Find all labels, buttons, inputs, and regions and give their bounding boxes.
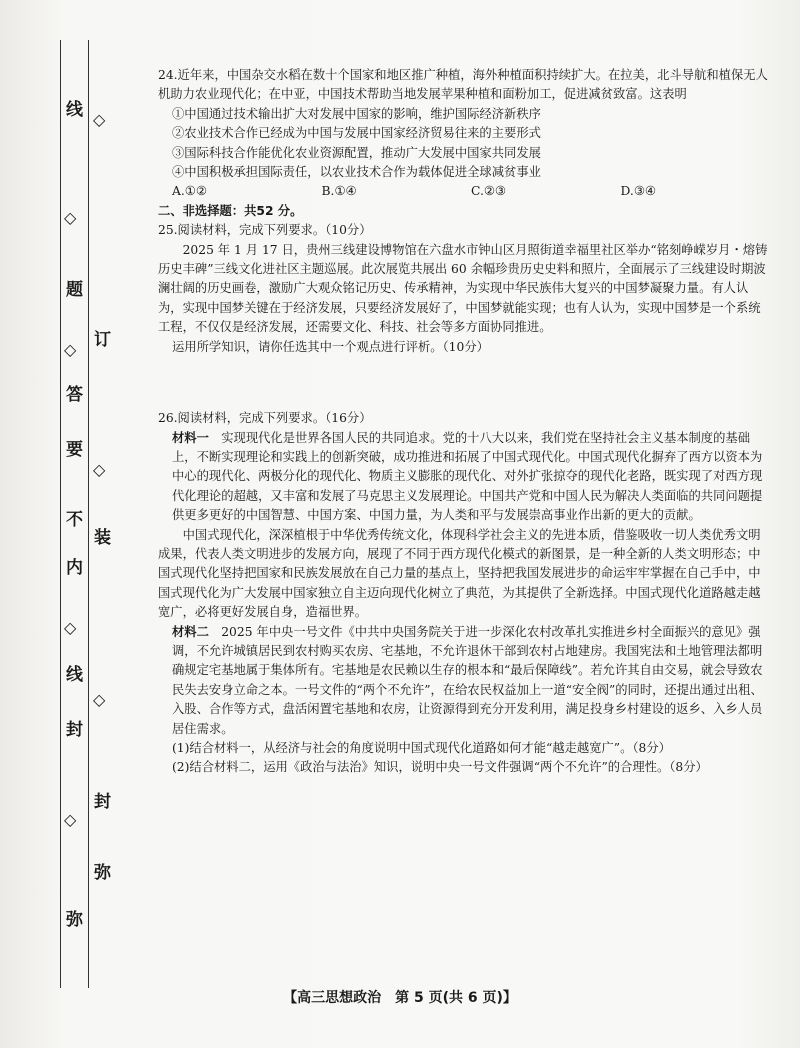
q25-title: 25.阅读材料，完成下列要求。（10分） [158,223,372,238]
material-label: 材料二 [172,624,209,639]
diamond-icon: ◇ [93,110,106,129]
margin-char: 答 [62,385,82,402]
margin-char: 题 [62,280,82,297]
q26-material-1 [158,429,770,526]
q26-material-1-para-2: 中国式现代化，深深植根于中华优秀传统文化，体现科学社会主义的先进本质，借鉴吸收一切人类优秀文明成果，代表人类文明进步的发展方向，展现了不同于西方现代化模式的新图景，是一种全新的人类文明形态；中国式现代化坚持把国家和民族发展放在自己力量的基点上，坚持把我国发展进步的命运牢牢掌握在自己手中，中国式现代化为广大发展中国家独立自主迈向现代化树立了典范，为其提供了全新选择。中国式现代化道路越走越宽广，必将更好发展自身，造福世界。 [158,527,761,620]
diamond-icon: ◇ [64,208,77,227]
margin-char: 封 [62,720,82,737]
material-text: 实现现代化是世界各国人民的共同追求。党的十八大以来，我们党在坚持社会主义基本制度的基础上，不断实现理论和实践上的创新突破，成功推进和拓展了中国式现代化。中国式现代化摒弃了西方以资本为中心的现代化、两极分化的现代化、物质主义膨胀的现代化、对外扩张掠夺的现代化老路，既实现了对西方现代化理论的超越，又丰富和发展了马克思主义发展理论。中国共产党和中国人民为解决人类面临的共同问题提供更多更好的中国智慧、中国方案、中国力量，为人类和平与发展崇高事业作出新的更大的贡献。 [172,430,763,523]
margin-char: 弥 [62,910,82,927]
section-end: 。 [290,203,303,218]
diamond-icon: ◇ [93,460,106,479]
diamond-icon: ◇ [64,340,77,359]
margin-char: 线 [62,665,82,682]
answer-choice-d: D.③④ [620,184,656,199]
q26-title: 26.阅读材料，完成下列要求。（16分） [158,411,372,426]
section-heading [158,202,770,221]
q25-task: 运用所学知识，请你任选其中一个观点进行评析。（10分） [172,339,489,354]
answer-choice-b: B.①④ [321,184,357,199]
page-footer: 【高三思想政治 第 5 页(共 6 页)】 [283,990,517,1006]
q24-option: ③国际科技合作能优化农业资源配置，推动广大发展中国家共同发展 [172,145,541,160]
q24-answer-choices [158,182,770,201]
q24-stem: 24.近年来，中国杂交水稻在数十个国家和地区推广种植，海外种植面积持续扩大。在拉美，北斗导航和植保无人机助力农业现代化；在中亚，中国技术帮助当地发展苹果种植和面粉加工，促进减贫致富。这表明 [158,68,768,102]
answer-choice-a: A.①② [172,184,207,199]
q26-subquestion-1: (1)结合材料一，从经济与社会的角度说明中国式现代化道路如何才能“越走越宽广”。（8分） [172,741,671,755]
section-label: 二、非选择题：共 [158,203,257,218]
binding-margin [60,40,150,988]
q26-material-2 [158,623,770,739]
margin-char: 封 [90,792,110,809]
q26-subquestion-2: (2)结合材料二，运用《政治与法治》知识，说明中央一号文件强调“两个不允许”的合理性。（8分） [172,760,708,775]
q24-option: ②农业技术合作已经成为中国与发展中国家经济贸易往来的主要形式 [172,126,541,141]
answer-choice-c: C.②③ [471,184,506,199]
margin-char: 要 [62,440,82,457]
margin-char: 装 [90,528,110,545]
material-text: 2025 年中央一号文件《中共中央国务院关于进一步深化农村改革扎实推进乡村全面振兴的意见》强调，不允许城镇居民到农村购买农房、宅基地，不允许退休干部到农村占地建房。我国宪法和土地管理法都明确规定宅基地属于集体所有。宅基地是农民赖以生存的根本和“最后保障线”。若允许其自由交易，就会导致农民失去安身立命之本。一号文件的“两个不允许”，在给农民权益加上一道“安全阀”的同时，还提出通过出租、入股、合作等方式，盘活闲置宅基地和农房，让资源得到充分开发利用，满足投身乡村建设的返乡、入乡人员居住需求。 [172,624,763,736]
diamond-icon: ◇ [64,810,77,829]
q24-option: ④中国积极承担国际责任，以农业技术合作为载体促进全球减贫事业 [172,165,541,180]
inner-binding-line [88,40,89,988]
q25-material: 2025 年 1 月 17 日，贵州三线建设博物馆在六盘水市钟山区月照街道幸福里社区举办“铭刻峥嵘岁月・熔铸历史丰碑”三线文化进社区主题巡展。此次展览共展出 60 余幅珍贵历史史料和照片，全面展示了三线建设时期波澜壮阔的历史画卷，激励广大观众铭记历史、传承精神，为实现中华民族伟大复兴的中国梦凝聚力量。有人认为，实现中国梦关键在于经济发展，只要经济发展好了，中国梦就能实现；也有人认为，实现中国梦是一个系统工程，不仅仅是经济发展，还需要文化、科技、社会等多方面协同推进。 [158,242,768,335]
margin-char: 内 [62,558,82,575]
diamond-icon: ◇ [93,690,106,709]
margin-char: 线 [62,100,82,117]
diamond-icon: ◇ [64,618,77,637]
answer-space [158,357,770,409]
margin-char: 不 [62,510,82,527]
margin-char: 弥 [90,863,110,880]
section-points: 52 分 [256,203,291,218]
material-label: 材料一 [172,430,209,445]
margin-char: 订 [90,330,110,347]
question-content [158,66,770,778]
q24-option: ①中国通过技术输出扩大对发展中国家的影响，维护国际经济新秩序 [172,106,541,121]
